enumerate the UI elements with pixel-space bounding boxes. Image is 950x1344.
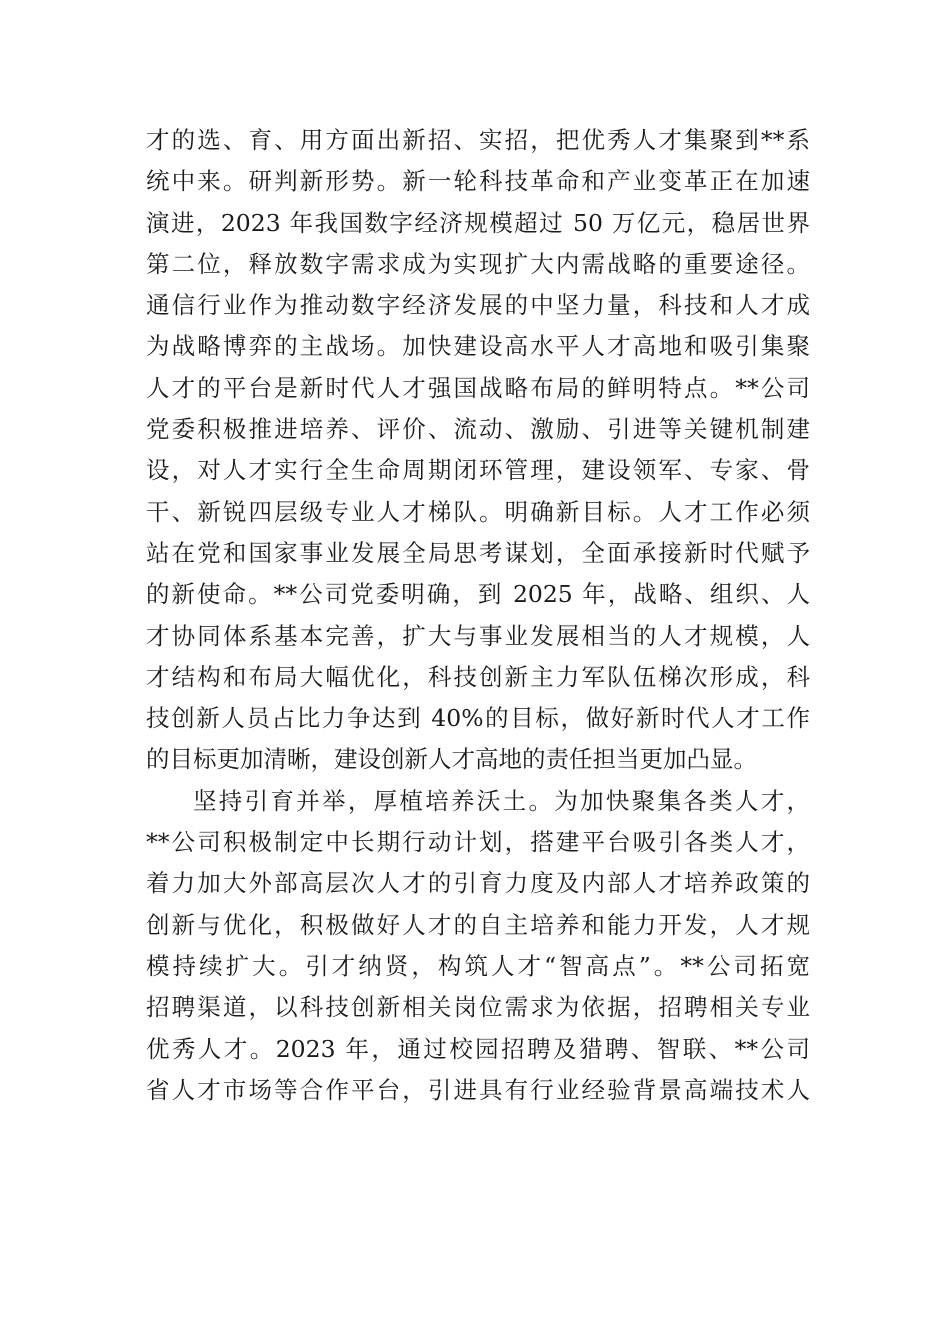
paragraph (146, 120, 810, 781)
text-line: 为战略博弈的主战场。加快建设高水平人才高地和吸引集聚 (146, 332, 810, 361)
text-line: 创新与优化，积极做好人才的自主培养和能力开发，人才规 (146, 910, 810, 939)
text-line: 优秀人才。2023 年，通过校园招聘及猎聘、智联、**公司 (146, 1034, 810, 1063)
text-line: 着力加大外部高层次人才的引育力度及内部人才培养政策的 (146, 869, 810, 898)
paragraph (146, 781, 810, 1111)
text-line: **公司积极制定中长期行动计划，搭建平台吸引各类人才， (146, 828, 810, 857)
text-line: 坚持引育并举，厚植培养沃土。为加快聚集各类人才， (193, 786, 810, 815)
text-line: 人才的平台是新时代人才强国战略布局的鲜明特点。**公司 (146, 373, 810, 402)
text-line: 才协同体系基本完善，扩大与事业发展相当的人才规模，人 (146, 621, 810, 650)
text-line: 省人才市场等合作平台，引进具有行业经验背景高端技术人 (146, 1075, 810, 1104)
document-body (146, 120, 810, 1111)
text-line: 党委积极推进培养、评价、流动、激励、引进等关键机制建 (146, 415, 810, 444)
text-line: 招聘渠道，以科技创新相关岗位需求为依据，招聘相关专业 (146, 993, 810, 1022)
text-line: 的目标更加清晰，建设创新人才高地的责任担当更加凸显。 (146, 745, 757, 774)
text-line: 站在党和国家事业发展全局思考谋划，全面承接新时代赋予 (146, 538, 810, 567)
text-line: 技创新人员占比力争达到 40%的目标，做好新时代人才工作 (146, 704, 810, 733)
text-line: 干、新锐四层级专业人才梯队。明确新目标。人才工作必须 (146, 497, 810, 526)
text-line: 才的选、育、用方面出新招、实招，把优秀人才集聚到**系 (146, 126, 810, 154)
text-line: 才结构和布局大幅优化，科技创新主力军队伍梯次形成，科 (146, 662, 810, 691)
text-line: 设，对人才实行全生命周期闭环管理，建设领军、专家、骨 (146, 456, 810, 485)
text-line: 模持续扩大。引才纳贤，构筑人才“智高点”。**公司拓宽 (146, 951, 810, 980)
text-line: 通信行业作为推动数字经济发展的中坚力量，科技和人才成 (146, 291, 810, 320)
text-line: 统中来。研判新形势。新一轮科技革命和产业变革正在加速 (146, 167, 810, 196)
text-line: 的新使命。**公司党委明确，到 2025 年，战略、组织、人 (146, 580, 810, 609)
text-line: 第二位，释放数字需求成为实现扩大内需战略的重要途径。 (146, 249, 810, 278)
text-line: 演进，2023 年我国数字经济规模超过 50 万亿元，稳居世界 (146, 208, 810, 237)
